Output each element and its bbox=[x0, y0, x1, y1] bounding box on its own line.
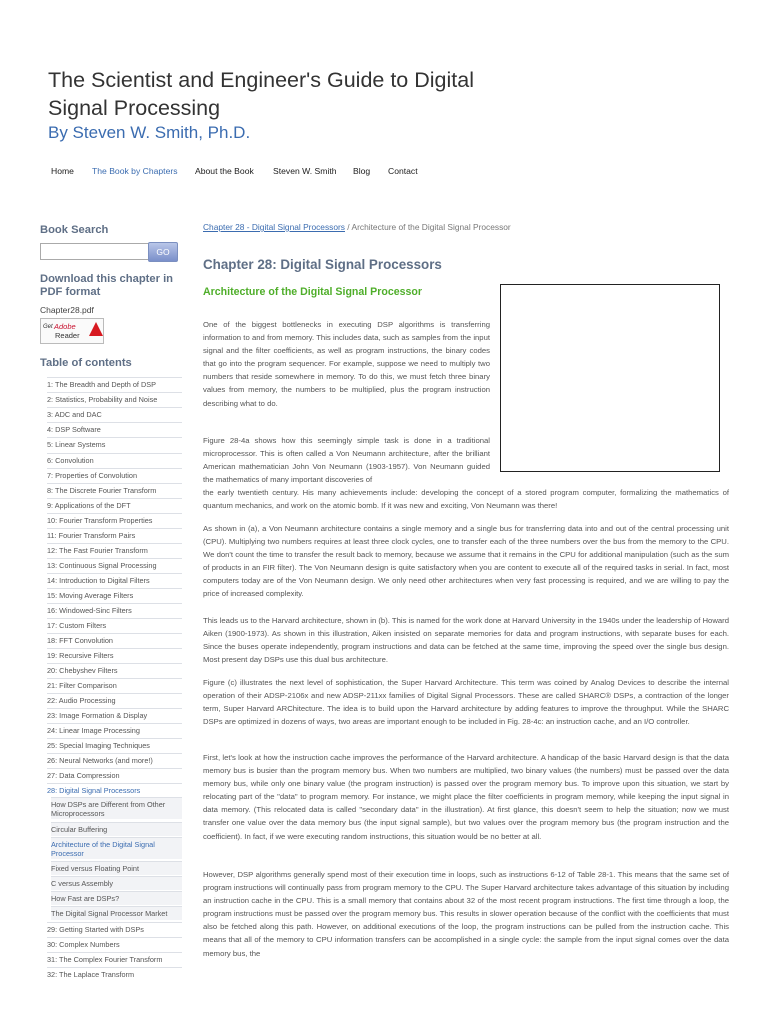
toc-item[interactable]: 22: Audio Processing bbox=[47, 693, 182, 707]
toc-item[interactable]: 26: Neural Networks (and more!) bbox=[47, 753, 182, 767]
breadcrumb bbox=[203, 221, 523, 234]
toc-item[interactable]: 15: Moving Average Filters bbox=[47, 588, 182, 602]
paragraph-2-continued: the early twentieth century. His many achievements include: developing the concept of a stored program computer, formalizing the mathematics of quantum mechanics, and work on the atomic bomb. If it was new and exciting, Von Neumann was there! bbox=[203, 488, 729, 511]
nav-about-book[interactable]: About the Book bbox=[195, 166, 254, 176]
toc-item[interactable]: 9: Applications of the DFT bbox=[47, 498, 182, 512]
chapter-title: Chapter 28: Digital Signal Processors bbox=[203, 257, 442, 272]
toc-item[interactable]: 23: Image Formation & Display bbox=[47, 708, 182, 722]
nav-book-by-chapters[interactable]: The Book by Chapters bbox=[92, 166, 178, 176]
toc-item[interactable]: 11: Fourier Transform Pairs bbox=[47, 528, 182, 542]
toc-item[interactable]: 25: Special Imaging Techniques bbox=[47, 738, 182, 752]
toc-item[interactable]: 31: The Complex Fourier Transform bbox=[47, 952, 182, 966]
toc-subitem[interactable]: How DSPs are Different from Other Microprocessors bbox=[51, 797, 182, 819]
toc-subitem[interactable]: Fixed versus Floating Point bbox=[51, 861, 182, 875]
adobe-logo-icon bbox=[89, 322, 103, 336]
toc-item[interactable]: 1: The Breadth and Depth of DSP bbox=[47, 377, 182, 391]
toc-item[interactable]: 24: Linear Image Processing bbox=[47, 723, 182, 737]
paragraph-7: However, DSP algorithms generally spend most of their execution time in loops, such as instructions 6-12 of Table 28-1. This means that the same set of program instructions will continually pass from program memory to the CPU. The Super Harvard architecture takes advantage of this situation by including an instruction cache in the CPU. This is a small memory that contains about 32 of the most recent program instructions. The first time through a loop, the program instructions must be passed over the program memory bus. This results in slower operation because of the conflict with the coefficients that must also be fetched along this path. However, on additional executions of the loop, the program instructions can be pulled from the instruction cache. This means that all of the memory to CPU information transfers can be accomplished in a single cycle: the sample from the input signal comes over the data memory bus, the bbox=[203, 870, 729, 958]
toc-item[interactable]: 20: Chebyshev Filters bbox=[47, 663, 182, 677]
search-go-button[interactable]: GO bbox=[148, 242, 178, 262]
breadcrumb-chapter-link[interactable]: Chapter 28 - Digital Signal Processors bbox=[203, 222, 345, 232]
paragraph-1: One of the biggest bottlenecks in executing DSP algorithms is transferring information to and from memory. This includes data, such as samples from the input signal and the filter coefficients, as well as program instructions, the binary codes that go into the program sequencer. For example, suppose we need to multiply two numbers that reside somewhere in memory. To do this, we must fetch three binary values from memory, the numbers to be multiplied, plus the program instruction describing what to do. bbox=[203, 320, 490, 408]
toc-item[interactable]: 32: The Laplace Transform bbox=[47, 967, 182, 981]
breadcrumb-separator: / bbox=[344, 222, 352, 232]
toc-item[interactable]: 4: DSP Software bbox=[47, 422, 182, 436]
toc-subitem[interactable]: Circular Buffering bbox=[51, 822, 182, 836]
paragraph-3: As shown in (a), a Von Neumann architecture contains a single memory and a single bus for transferring data into and out of the central processing unit (CPU). Multiplying two numbers requires at least three clock cycles, one to transfer each of the three numbers over the bus from the memory to the CPU. We don't count the time to transfer the result back to memory, because we assume that it remains in the CPU for additional manipulation (such as the sum of products in an FIR filter). The Von Neumann design is quite satisfactory when you are content to execute all of the required tasks in serial. In fact, most computers today are of the Von Neumann design. We only need other architectures when very fast processing is required, and we are willing to pay the price of increased complexity. bbox=[203, 524, 729, 599]
figure-placeholder bbox=[500, 284, 720, 472]
download-pdf-heading: Download this chapter in PDF format bbox=[40, 273, 174, 298]
toc-item[interactable]: 7: Properties of Convolution bbox=[47, 468, 182, 482]
book-search-heading: Book Search bbox=[40, 224, 109, 236]
site-title: The Scientist and Engineer's Guide to Digital Signal Processing bbox=[48, 68, 474, 120]
toc-item[interactable]: 21: Filter Comparison bbox=[47, 678, 182, 692]
toc-item[interactable]: 18: FFT Convolution bbox=[47, 633, 182, 647]
toc-subitem[interactable]: How Fast are DSPs? bbox=[51, 891, 182, 905]
toc-item[interactable]: 14: Introduction to Digital Filters bbox=[47, 573, 182, 587]
toc-item[interactable]: 29: Getting Started with DSPs bbox=[47, 922, 182, 936]
toc-subitem[interactable]: Architecture of the Digital Signal Processor bbox=[51, 837, 182, 859]
toc-item[interactable]: 12: The Fast Fourier Transform bbox=[47, 543, 182, 557]
paragraph-2: Figure 28-4a shows how this seemingly simple task is done in a traditional microprocessor. This is often called a Von Neumann architecture, after the brilliant American mathematician John Von Neumann (1903-1957). Von Neumann guided the mathematics of many important discoveries of bbox=[203, 436, 490, 485]
toc-item[interactable]: 17: Custom Filters bbox=[47, 618, 182, 632]
toc-item[interactable]: 2: Statistics, Probability and Noise bbox=[47, 392, 182, 406]
toc-item[interactable]: 28: Digital Signal Processors bbox=[47, 783, 182, 797]
toc-item[interactable]: 8: The Discrete Fourier Transform bbox=[47, 483, 182, 497]
section-title: Architecture of the Digital Signal Processor bbox=[203, 286, 422, 298]
toc-item[interactable]: 5: Linear Systems bbox=[47, 437, 182, 451]
breadcrumb-current: Architecture of the Digital Signal Processor bbox=[351, 222, 511, 232]
toc-item[interactable]: 19: Recursive Filters bbox=[47, 648, 182, 662]
toc-heading: Table of contents bbox=[40, 357, 132, 369]
nav-blog[interactable]: Blog bbox=[353, 166, 371, 176]
book-search-input[interactable] bbox=[40, 243, 150, 260]
toc-subitem[interactable]: C versus Assembly bbox=[51, 876, 182, 890]
toc-item[interactable]: 13: Continuous Signal Processing bbox=[47, 558, 182, 572]
site-author: By Steven W. Smith, Ph.D. bbox=[48, 123, 251, 142]
toc-item[interactable]: 30: Complex Numbers bbox=[47, 937, 182, 951]
toc-item[interactable]: 27: Data Compression bbox=[47, 768, 182, 782]
toc-item[interactable]: 10: Fourier Transform Properties bbox=[47, 513, 182, 527]
paragraph-4: This leads us to the Harvard architecture, shown in (b). This is named for the work done at Harvard University in the 1940s under the leadership of Howard Aiken (1900-1973). As shown in this illustration, Aiken insisted on separate memories for data and program instructions, with separate buses for each. Since the buses operate independently, program instructions and data can be fetched at the same time, improving the speed over the single bus design. Most present day DSPs use this dual bus architecture. bbox=[203, 616, 729, 665]
get-adobe-reader-badge[interactable]: Get Adobe Reader bbox=[40, 318, 104, 344]
nav-steven-smith[interactable]: Steven W. Smith bbox=[273, 166, 337, 176]
nav-contact[interactable]: Contact bbox=[388, 166, 418, 176]
toc-item[interactable]: 16: Windowed-Sinc Filters bbox=[47, 603, 182, 617]
nav-home[interactable]: Home bbox=[51, 166, 74, 176]
toc-item[interactable]: 6: Convolution bbox=[47, 453, 182, 467]
toc-subitem[interactable]: The Digital Signal Processor Market bbox=[51, 906, 182, 920]
paragraph-5: Figure (c) illustrates the next level of sophistication, the Super Harvard Architecture. This term was coined by Analog Devices to describe the internal operation of their ADSP-2106x and new ADSP-211xx families of Digital Signal Processors. These are called SHARC® DSPs, a contraction of the longer term, Super Harvard ARChitecture. The idea is to build upon the Harvard architecture by adding features to improve the throughput. While the SHARC DSPs are optimized in dozens of ways, two areas are important enough to be included in Fig. 28-4c: an instruction cache, and an I/O controller. bbox=[203, 678, 729, 727]
toc-item[interactable]: 3: ADC and DAC bbox=[47, 407, 182, 421]
chapter-pdf-link[interactable]: Chapter28.pdf bbox=[40, 305, 94, 315]
paragraph-6: First, let's look at how the instruction cache improves the performance of the Harvard architecture. A handicap of the basic Harvard design is that the data memory bus is busier than the program memory bus. When two numbers are multiplied, two binary values (the numbers) must be passed over the data memory bus, while only one binary value (the program instruction) is passed over the program memory bus. To improve upon this situation, we start by relocating part of the "data" to program memory. For instance, we might place the filter coefficients in program memory, while keeping the input signal in data memory. (This relocated data is called "secondary data" in the illustration). At first glance, this doesn't seem to help the situation; now we must transfer one value over the data memory bus (the input signal sample), but two values over the program memory bus (the program instruction and the coefficient). In fact, if we were executing random instructions, this situation would be no better at all. bbox=[203, 753, 729, 841]
